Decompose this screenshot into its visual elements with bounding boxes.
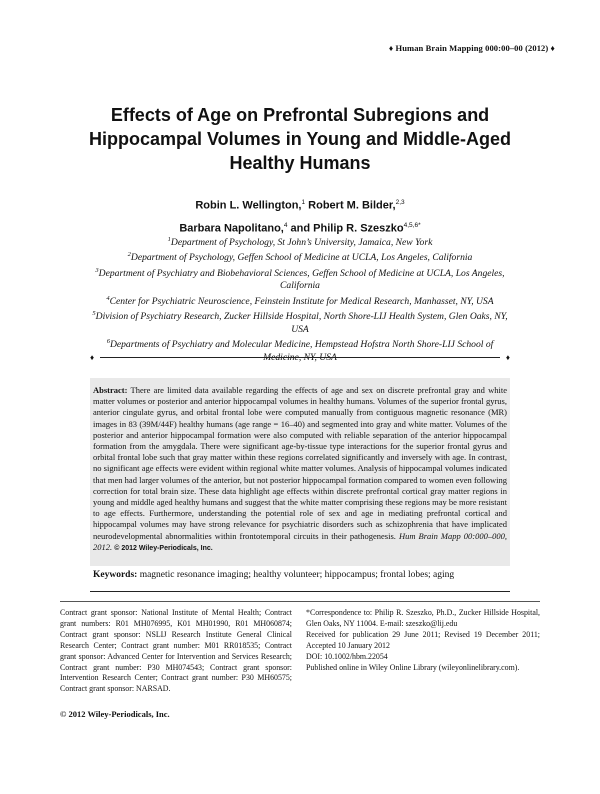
affiliation (90, 249, 510, 264)
affiliation-text: Department of Psychology, Geffen School of Medicine at UCLA, Los Angeles, California (130, 252, 473, 264)
received-dates: Received for publication 29 June 2011; Revised 19 December 2011; Accepted 10 January 2012 (306, 629, 540, 650)
affiliation-number: 1 (167, 236, 171, 243)
abstract-label: Abstract: (93, 385, 128, 395)
title-line: Hippocampal Volumes in Young and Middle-Aged (88, 129, 512, 149)
divider (90, 591, 510, 592)
affiliations (90, 234, 510, 364)
abstract-copyright: © 2012 Wiley-Periodicals, Inc. (114, 544, 213, 552)
keywords (93, 570, 507, 580)
affiliation-number: 3 (95, 266, 99, 274)
abstract (93, 385, 507, 554)
affiliation-text: Department of Psychology, St John’s University, Jamaica, New York (170, 237, 433, 249)
author-name: Robert M. Bilder, (305, 199, 396, 212)
author-list (60, 193, 540, 238)
affiliation-text: Departments of Psychiatry and Molecular Medicine, Hempstead Hofstra North Shore-LIJ School of Medicine, NY, USA (109, 339, 494, 363)
affiliation (90, 308, 510, 336)
grant-footnote: Contract grant sponsor: National Institute of Mental Health; Contract grant numbers: R01 MH076995, K01 MH01990, R01 MH060874; Contract grant sponsor: NSLIJ Research Institute General Clinical Research Center; Contract grant number: M01 RR018535; Contract grant sponsor: Advanced Center for Intervention and Services Research; Contract grant number: P30 MH074543; Contract grant sponsor: Intervention Research Center; Contract grant number: P30 MH60575; Contract grant sponsor: NARSAD. (60, 608, 292, 694)
author-name: Barbara Napolitano, (179, 222, 284, 235)
author-affil-mark: 2,3 (395, 199, 405, 206)
footnote-divider (60, 601, 540, 602)
affiliation-number: 6 (106, 338, 110, 346)
keywords-text: magnetic resonance imaging; healthy volunteer; hippocampus; frontal lobes; aging (137, 570, 455, 580)
author-affil-mark: 4 (283, 221, 288, 229)
affiliation-text: Center for Psychiatric Neuroscience, Feinstein Institute for Medical Research, Manhasset, NY, USA (109, 295, 494, 307)
author-name: Robin L. Wellington, (195, 199, 302, 212)
divider (100, 357, 500, 358)
diamond-icon: ♦ (90, 353, 95, 362)
copyright-footer: © 2012 Wiley-Periodicals, Inc. (60, 709, 170, 719)
affiliation-number: 2 (127, 251, 131, 259)
diamond-icon: ♦ (505, 353, 510, 362)
correspondence-footnote (306, 608, 540, 673)
correspondence: *Correspondence to: Philip R. Szeszko, Ph.D., Zucker Hillside Hospital, Glen Oaks, NY 11004. E-mail: szeszko@lij.edu (306, 608, 540, 628)
title-line: Effects of Age on Prefrontal Subregions and (110, 105, 490, 125)
doi: DOI: 10.1002/hbm.22054 (306, 651, 388, 661)
keywords-label: Keywords: (93, 570, 138, 580)
title-line: Healthy Humans (229, 153, 371, 173)
affiliation-text: Division of Psychiatry Research, Zucker Hillside Hospital, North Shore-LIJ Health System, Glen Oaks, NY, USA (95, 311, 508, 335)
abstract-body: There are limited data available regarding the effects of age and sex on discrete prefrontal gray and white matter volumes or posterior and anterior hippocampal volumes in healthy humans. Volumes of the superior frontal gyrus, anterior cingulate gyrus, and orbital frontal lobe were computed manually from contiguous magnetic resonance (MR) images in 83 (39M/44F) healthy humans (age range = 16–40) and segmented into gray and white matter. Volumes of the posterior and anterior hippocampal formation were also computed with reliable separation of the anterior hippocampal formation from the amygdala. There were significant age-by-tissue type interactions for the superior frontal gyrus and orbital frontal lobe such that gray matter within these regions correlated significantly and inversely with age. In contrast, no significant age effects were evident within regional white matter volumes. Analysis of hippocampal volumes indicated that men had larger volumes of the anterior, but not posterior hippocampal formation compared to women even following correction for total brain size. These data highlight age effects within discrete prefrontal cortical gray matter regions in young and middle aged healthy humans and suggest that the white matter comprising these regions may be more resistant to age effects. Furthermore, understanding the potential role of sex and age in mediating prefrontal cortical and hippocampal volumes may have strong relevance for psychiatric disorders such as schizophrenia that have implicated neurodevelopmental abnormalities within frontotemporal circuits in their pathogenesis. (93, 385, 507, 541)
affiliation (90, 293, 510, 308)
affiliation-number: 4 (106, 294, 110, 302)
author-name: and Philip R. Szeszko (287, 222, 404, 235)
affiliation-text: Department of Psychiatry and Biobehavioral Sciences, Geffen School of Medicine at UCLA, Los Angeles, California (98, 268, 505, 292)
author-affil-mark: 1 (301, 199, 306, 206)
paper-title (60, 103, 540, 175)
separator-top (90, 353, 510, 363)
affiliation (90, 234, 510, 249)
affiliation (90, 265, 510, 293)
published-online: Published online in Wiley Online Library (wileyonlinelibrary.com). (306, 662, 520, 672)
affiliation-number: 5 (92, 310, 96, 318)
author-affil-mark: 4,5,6* (403, 221, 421, 229)
journal-header: ♦ Human Brain Mapping 000:00–00 (2012) ♦ (388, 43, 555, 53)
abstract-citation: Hum Brain Mapp 00:000–000, 2012. (93, 530, 507, 552)
